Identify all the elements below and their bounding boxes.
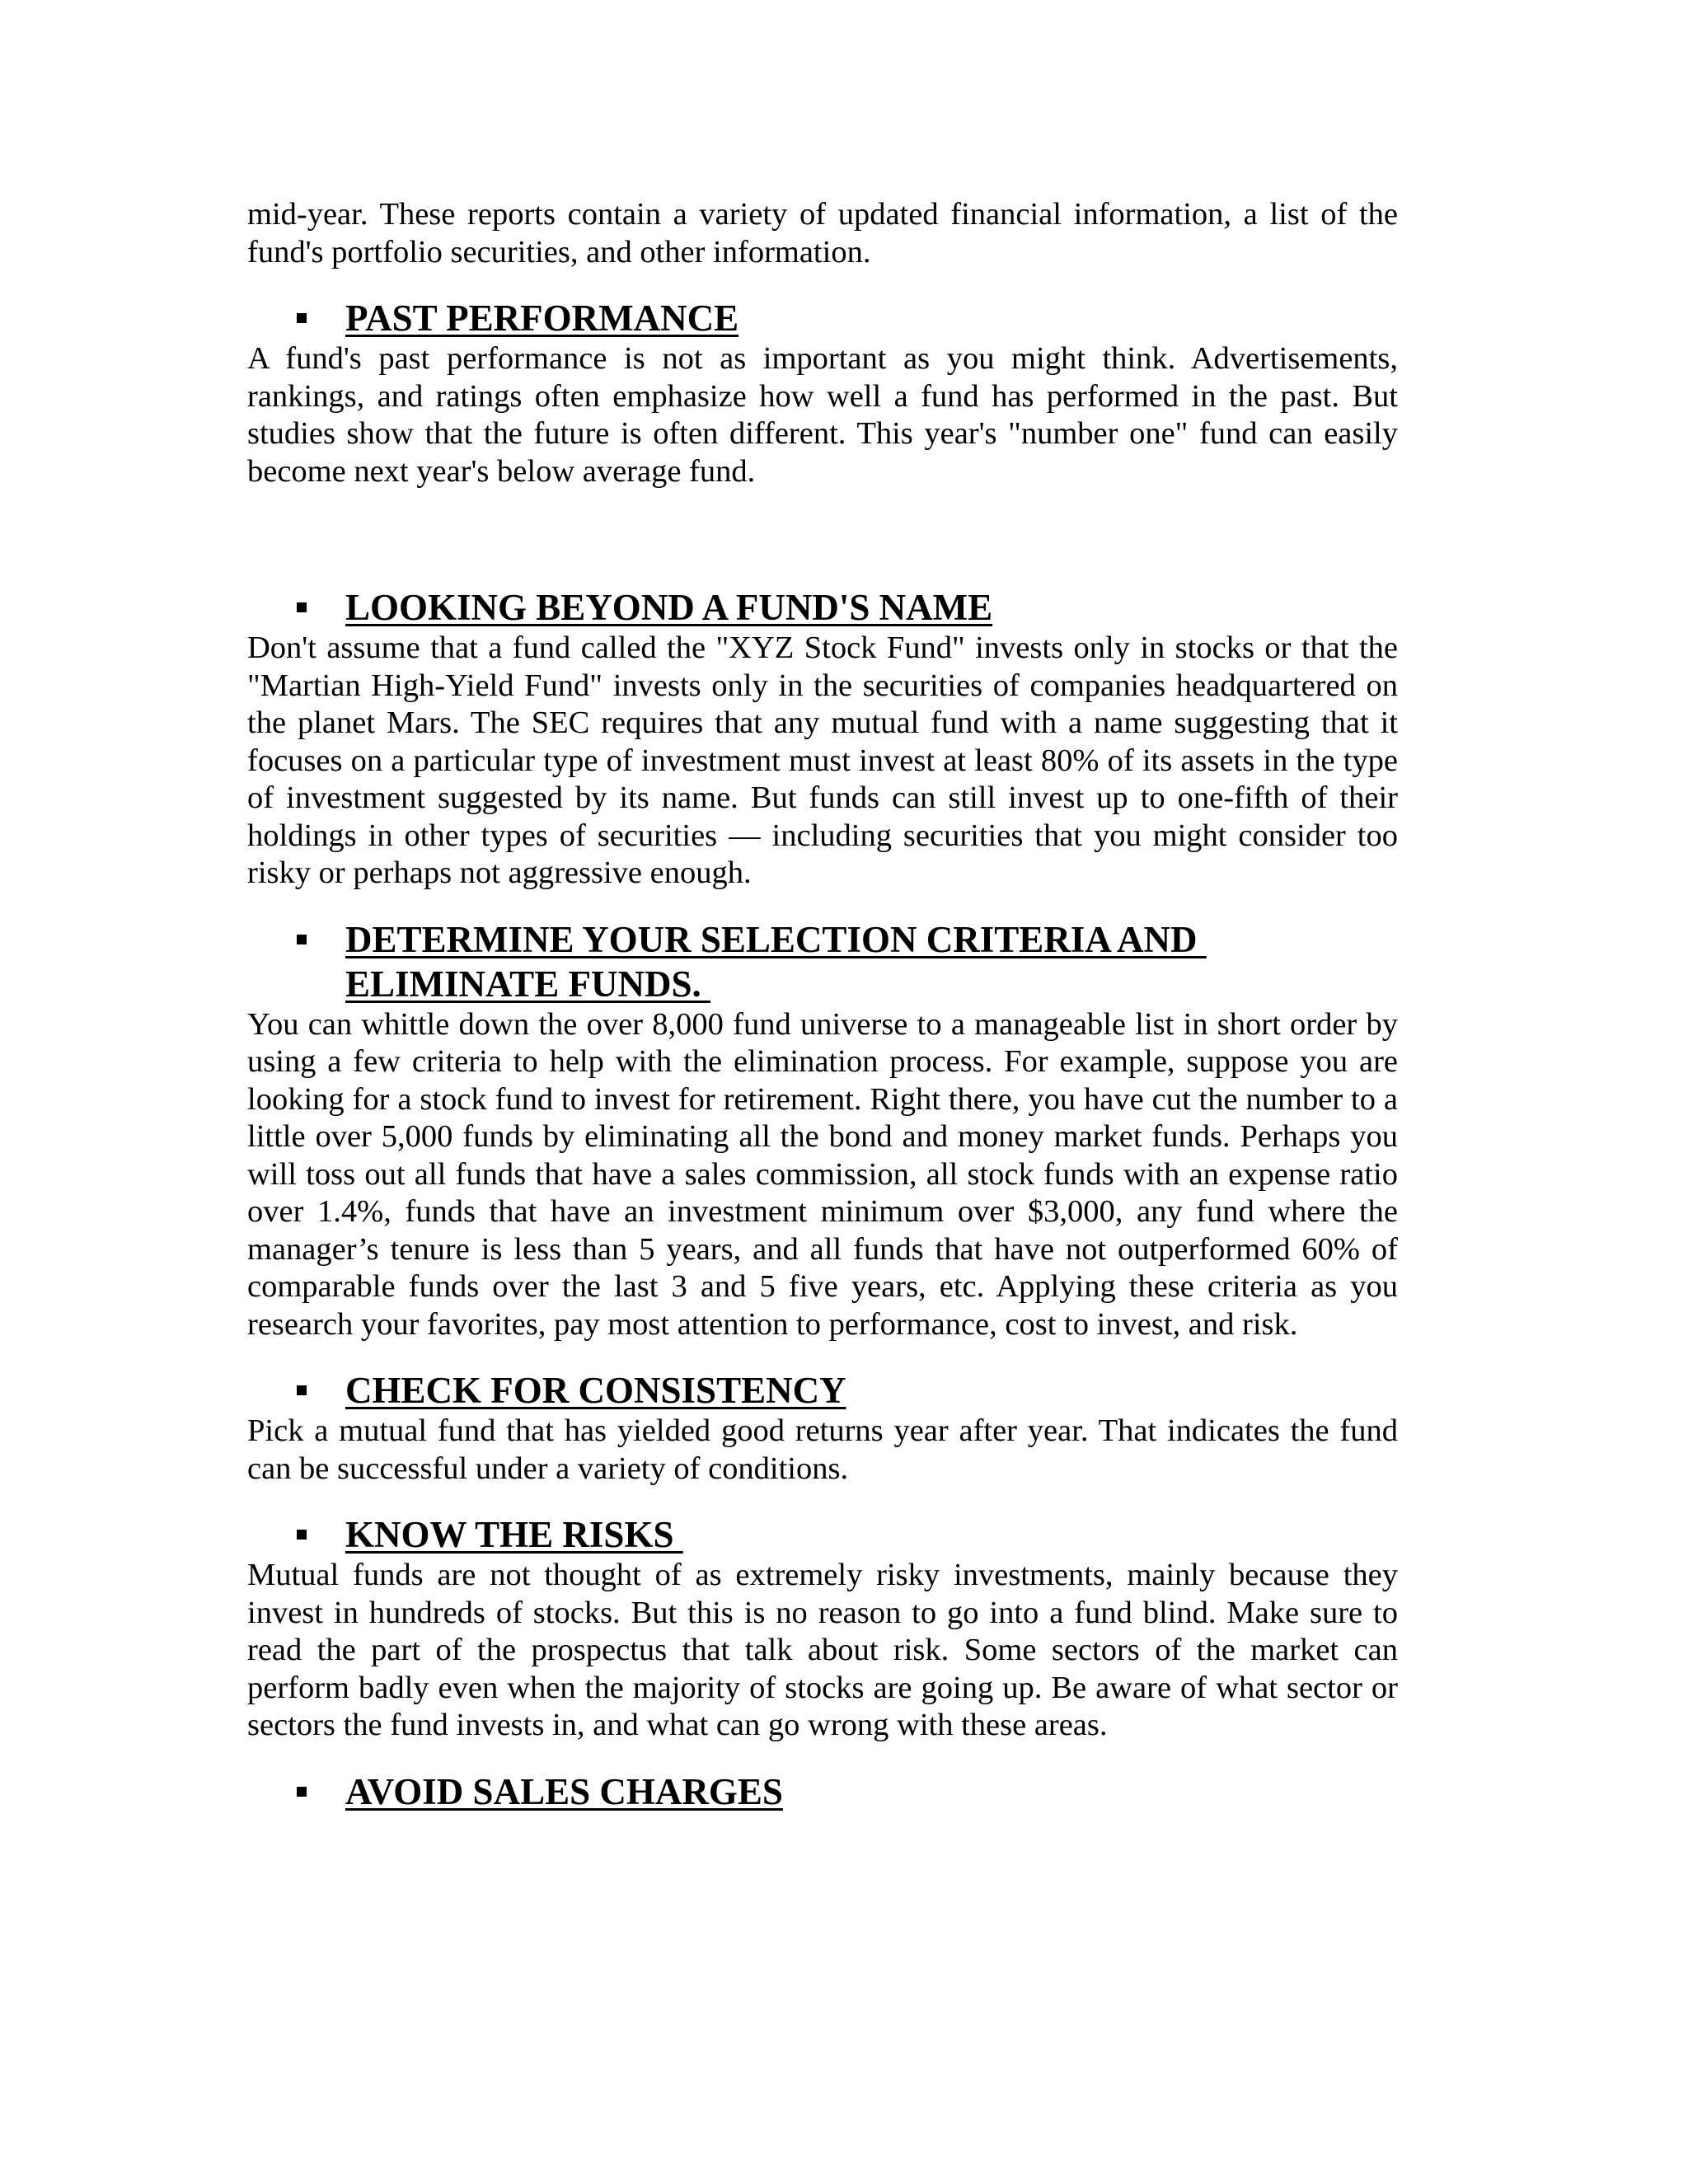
heading-text: LOOKING BEYOND A FUND'S NAME xyxy=(345,587,993,628)
square-bullet-icon xyxy=(297,313,307,323)
heading-text-line-2: ELIMINATE FUNDS. xyxy=(345,963,710,1005)
square-bullet-icon xyxy=(297,602,307,612)
heading-check-for-consistency xyxy=(247,1368,1398,1413)
paragraph-determine-selection-criteria: You can whittle down the over 8,000 fund universe to a manageable list in short order by using a few criteria to help with the elimination process. For example, suppose you are looking for a stock fund to invest for retirement. Right there, you have cut the number to a little over 5,000 funds by eliminating all the bond and money market funds. Perhaps you will toss out all funds that have a sales commission, all stock funds with an expense ratio over 1.4%, funds that have an investment minimum over $3,000, any fund where the manager’s tenure is less than 5 years, and all funds that have not outperformed 60% of comparable funds over the last 3 and 5 five years, etc. Applying these criteria as you research your favorites, pay most attention to performance, cost to invest, and risk. xyxy=(247,1006,1398,1342)
paragraph-check-for-consistency: Pick a mutual fund that has yielded good returns year after year. That indicates the fund can be successful under a variety of conditions. xyxy=(247,1413,1398,1486)
square-bullet-icon xyxy=(297,1530,307,1540)
square-bullet-icon xyxy=(297,1787,307,1797)
paragraph-past-performance: A fund's past performance is not as important as you might think. Advertisements, rankings, and ratings often emphasize how well a fund has performed in the past. But studies show that the future is often different. This year's "number one" fund can easily become next year's below average fund. xyxy=(247,341,1398,489)
heading-text: KNOW THE RISKS xyxy=(345,1514,683,1555)
paragraph-looking-beyond-fund-name: Don't assume that a fund called the "XYZ Stock Fund" invests only in stocks or that the "Martian High-Yield Fund" invests only in the securities of companies headquartered on the planet Mars. The SEC requires that any mutual fund with a name suggesting that it focuses on a particular type of investment must invest at least 80% of its assets in the type of investment suggested by its name. But funds can still invest up to one-fifth of their holdings in other types of securities — including securities that you might consider too risky or perhaps not aggressive enough. xyxy=(247,630,1398,890)
intro-paragraph: mid-year. These reports contain a variety of updated financial information, a list of the fund's portfolio securities, and other information. xyxy=(247,197,1398,269)
square-bullet-icon xyxy=(297,1385,307,1395)
heading-text: CHECK FOR CONSISTENCY xyxy=(345,1370,846,1411)
heading-text: PAST PERFORMANCE xyxy=(345,298,739,339)
page-content xyxy=(247,196,1398,1814)
heading-determine-selection-criteria xyxy=(247,917,1398,1006)
heading-avoid-sales-charges xyxy=(247,1769,1398,1814)
heading-know-the-risks xyxy=(247,1512,1398,1557)
heading-past-performance xyxy=(247,296,1398,340)
heading-text-line-1: DETERMINE YOUR SELECTION CRITERIA AND xyxy=(345,918,1207,960)
heading-text: AVOID SALES CHARGES xyxy=(345,1770,783,1812)
paragraph-know-the-risks: Mutual funds are not thought of as extremely risky investments, mainly because they invest in hundreds of stocks. But this is no reason to go into a fund blind. Make sure to read the part of the prospectus that talk about risk. Some sectors of the market can perform badly even when the majority of stocks are going up. Be aware of what sector or sectors the fund invests in, and what can go wrong with these areas. xyxy=(247,1558,1398,1742)
heading-looking-beyond-fund-name xyxy=(247,585,1398,630)
square-bullet-icon xyxy=(297,935,307,944)
